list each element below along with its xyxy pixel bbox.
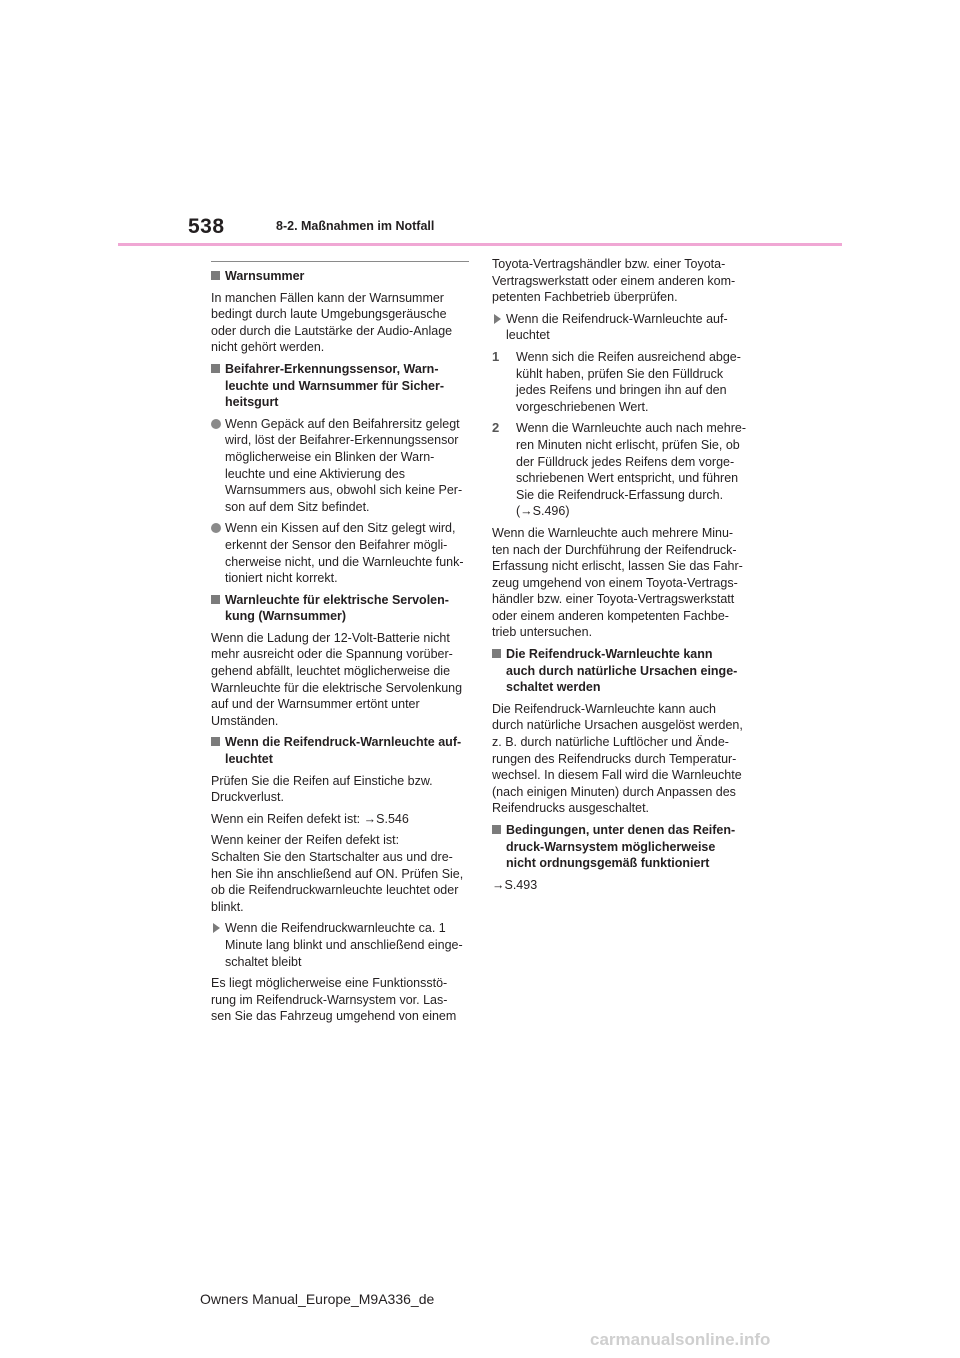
heading-text: Beifahrer-Erkennungssensor, Warn- leuchte und Warnsummer für Sicher- heitsgurt [225,361,445,410]
step-text: Wenn die Warnleuchte auch nach mehre- ren Minuten nicht erlischt, prüfen Sie, ob der Fülldruck jedes Reifens dem vorge- schriebenen Wert entspricht, und führen Sie die Reifendruck-Erfassung durch. (→S.496) [516,421,746,519]
column-rule [211,261,469,262]
square-bullet-icon [211,595,220,604]
heading-reifendruck [211,734,469,767]
paragraph: Wenn keiner der Reifen defekt ist: Schalten Sie den Startschalter aus und dre- hen Sie ihn anschließend auf ON. Prüfen Sie, ob die Reifendruckwarnleuchte leuchtet oder blinkt. [211,833,464,914]
heading-beifahrer-sensor [211,361,469,411]
list-item-text: Wenn ein Kissen auf den Sitz gelegt wird, erkennt der Sensor den Beifahrer mögli- cherweise nicht, und die Warnleuchte funk- tioniert nicht korrekt. [225,521,464,586]
paragraph: Die Reifendruck-Warnleuchte kann auch durch natürliche Ursachen ausgelöst werden, z. B. durch natürliche Luftlöcher und Ände- rungen des Reifendrucks durch Temperatur- wechsel. In diesem Fall wird die Warnleuchte (nach einigen Minuten) durch Anpassen des Reifendrucks ausgeschaltet. [492,701,743,816]
list-item [211,520,469,586]
square-bullet-icon [492,649,501,658]
arrow-item-text: Wenn die Reifendruckwarnleuchte ca. 1 Minute lang blinkt und anschließend einge- schaltet bleibt [225,921,463,969]
paragraph: →S.493 [492,877,538,892]
triangle-right-icon [213,923,220,933]
circle-bullet-icon [211,523,221,533]
square-bullet-icon [211,737,220,746]
heading-servolenkung [211,592,469,625]
heading-bedingungen [492,822,756,872]
paragraph: Toyota-Vertragshändler bzw. einer Toyota- Vertragswerkstatt oder einem anderen kom- petenten Fachbetrieb überprüfen. [492,257,736,305]
arrow-item [211,920,469,970]
heading-text: Wenn die Reifendruck-Warnleuchte auf- leuchtet [225,735,462,767]
circle-bullet-icon [211,419,221,429]
paragraph: In manchen Fällen kann der Warnsummer bedingt durch laute Umgebungsgeräusche oder durch die Lautstärke der Audio-Anlage nicht gehört werden. [211,290,453,355]
heading-natuerliche-ursachen [492,646,756,696]
arrow-item-text: Wenn die Reifendruck-Warnleuchte auf- leuchtet [506,311,728,343]
square-bullet-icon [492,825,501,834]
heading-text: Warnsummer [225,269,305,283]
arrow-item [492,311,756,344]
step-number: 1 [492,348,500,364]
paragraph: Wenn die Warnleuchte auch mehrere Minu- ten nach der Durchführung der Reifendruck- Erfassung nicht erlischt, lassen Sie das Fahr- zeug umgehend von einem Toyota-Vertrags- händler bzw. einer Toyota-Vertragswerkstatt oder einem anderen kompetenten Fachbe- trieb untersuchen. [492,525,743,640]
heading-text: Bedingungen, unter denen das Reifen- druck-Warnsystem möglicherweise nicht ordnungsgemäß funktioniert [506,823,736,871]
list-item [211,416,469,516]
square-bullet-icon [211,364,220,373]
step-number: 2 [492,420,500,436]
paragraph: Es liegt möglicherweise eine Funktionsstö- rung im Reifendruck-Warnsystem vor. Las- sen Sie das Fahrzeug umgehend von einem [211,976,457,1024]
heading-warnsummer [211,268,469,285]
paragraph: Wenn die Ladung der 12-Volt-Batterie nicht mehr ausreicht oder die Spannung vorüber- gehend abfällt, leuchtet möglicherweise die Warnleuchte für die elektrische Servolenkung auf und der Warnsummer ertönt unter Umständen. [211,630,463,728]
triangle-right-icon [494,314,501,324]
paragraph: Wenn ein Reifen defekt ist: →S.546 [211,811,409,826]
footer-text: Owners Manual_Europe_M9A336_de [200,1291,435,1307]
section-title: 8-2. Maßnahmen im Notfall [276,219,435,233]
step-item [492,349,756,415]
watermark: carmanualsonline.info [590,1330,771,1349]
list-item-text: Wenn Gepäck auf den Beifahrersitz gelegt wird, löst der Beifahrer-Erkennungssensor möglicherweise ein Blinken der Warn- leuchte und eine Aktivierung des Warnsummers aus, obwohl sich keine Per- son auf dem Sitz befindet. [225,416,463,514]
heading-text: Die Reifendruck-Warnleuchte kann auch durch natürliche Ursachen einge- schaltet werden [506,647,738,695]
paragraph: Prüfen Sie die Reifen auf Einstiche bzw. Druckverlust. [211,773,433,805]
step-text: Wenn sich die Reifen ausreichend abge- kühlt haben, prüfen Sie den Fülldruck jedes Reifens und bringen ihn auf den vorgeschriebenen Wert. [516,349,741,414]
heading-text: Warnleuchte für elektrische Servolen- kung (Warnsummer) [225,592,449,624]
page-number: 538 [188,215,225,238]
step-item [492,420,756,520]
left-column [211,261,469,1030]
square-bullet-icon [211,271,220,280]
right-column [492,256,756,898]
header-rule [118,243,842,246]
